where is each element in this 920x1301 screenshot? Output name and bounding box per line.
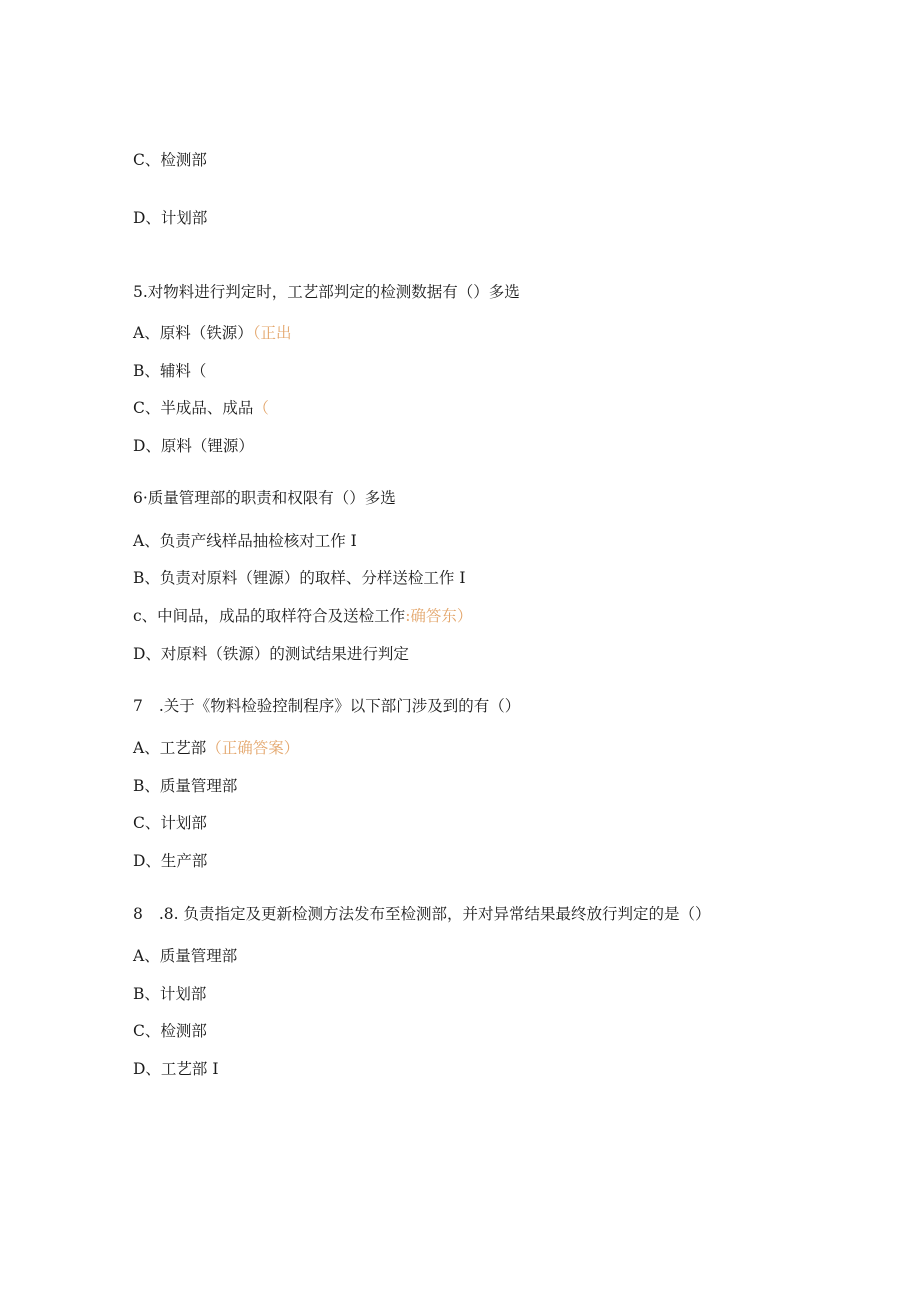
q8-option-d	[133, 1059, 218, 1079]
option-text: B、质量管理部	[133, 777, 238, 795]
option-text: B、计划部	[133, 985, 207, 1003]
q5-option-b	[133, 361, 206, 381]
question-5-stem	[133, 282, 520, 302]
option-d-prev	[133, 208, 207, 228]
option-text: A、质量管理部	[133, 947, 238, 965]
option-text: C、检测部	[133, 151, 207, 169]
q5-option-d	[133, 436, 254, 456]
q8-option-b	[133, 984, 206, 1004]
option-text: D、原料（锂源）	[133, 437, 254, 455]
question-text: 5.对物料进行判定时，工艺部判定的检测数据有（）多选	[133, 283, 520, 301]
option-text: B、辅料（	[133, 362, 207, 380]
q7-option-a	[133, 738, 299, 758]
q5-option-c	[133, 398, 269, 418]
option-c-prev	[133, 150, 207, 170]
option-text: D、生产部	[133, 852, 208, 870]
option-text: D、对原料（铁源）的测试结果进行判定	[133, 645, 409, 663]
answer-mark: （正出	[252, 324, 292, 342]
q6-option-d	[133, 644, 409, 664]
q6-option-b	[133, 568, 465, 588]
q7-option-d	[133, 851, 207, 871]
question-number: 8	[133, 905, 143, 923]
question-number: 7	[133, 697, 143, 715]
option-text: C、检测部	[133, 1022, 207, 1040]
q6-option-a	[133, 531, 357, 551]
q6-option-c	[133, 606, 472, 626]
q8-option-a	[133, 946, 237, 966]
answer-mark: （	[253, 399, 269, 417]
option-text: C、计划部	[133, 814, 207, 832]
option-text: C、半成品、成品	[133, 399, 254, 417]
option-text: c、中间品，成品的取样符合及送检工作	[133, 607, 406, 625]
option-text: A、负责产线样品抽检核对工作 I	[133, 532, 357, 550]
answer-mark: :确答东）	[405, 607, 473, 625]
question-text: .8. 负责指定及更新检测方法发布至检测部，并对异常结果最终放行判定的是（）	[158, 905, 711, 923]
answer-mark: （正确答案）	[206, 739, 300, 757]
question-6-stem	[133, 488, 396, 508]
option-text: A、原料（铁源）	[133, 324, 253, 342]
option-text: B、负责对原料（锂源）的取样、分样送检工作 I	[133, 569, 466, 587]
question-text: 6·质量管理部的职责和权限有（）多选	[133, 489, 396, 507]
option-text: D、计划部	[133, 209, 208, 227]
q7-option-c	[133, 813, 207, 833]
question-text: .关于《物料检验控制程序》以下部门涉及到的有（）	[158, 697, 521, 715]
q5-option-a	[133, 323, 291, 343]
q7-option-b	[133, 776, 237, 796]
option-text: D、工艺部 I	[133, 1060, 219, 1078]
option-text: A、工艺部	[133, 739, 207, 757]
q8-option-c	[133, 1021, 207, 1041]
question-7-stem	[133, 696, 520, 716]
question-8-stem	[133, 904, 711, 924]
